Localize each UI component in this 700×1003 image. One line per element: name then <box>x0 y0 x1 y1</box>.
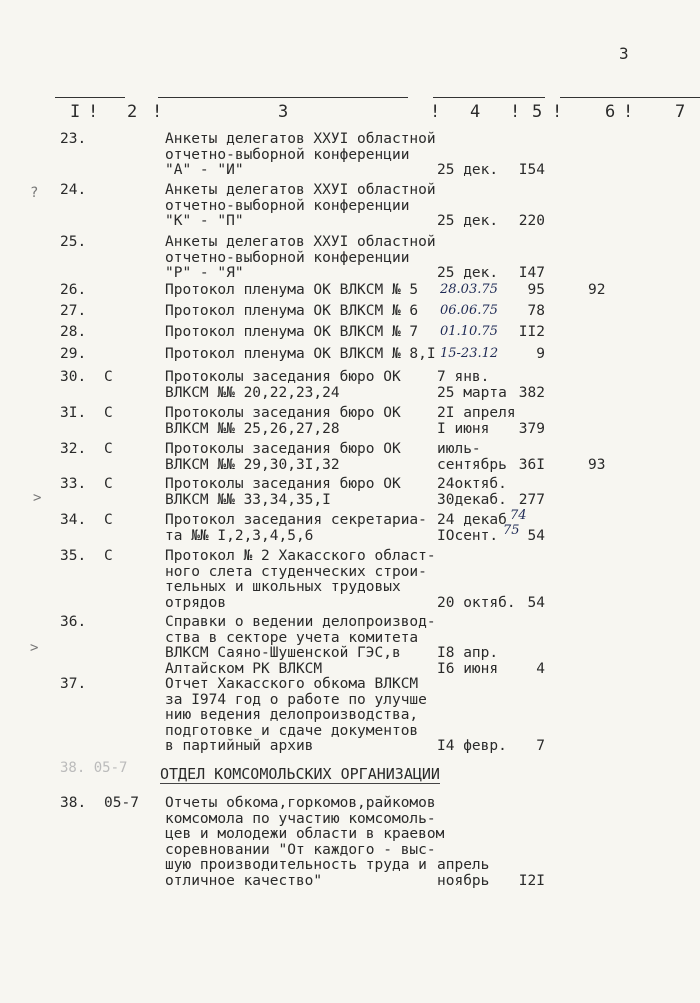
row-title: Протокол заседания секретариа- та №№ I,2,3,4,5,6 <box>165 512 427 544</box>
row-title: Отчет Хакасского обкома ВЛКСМ за I974 год о работе по улучше нию ведения делопроизводства, подготовке и сдаче документов в партийный архив <box>165 676 427 754</box>
row-date: I8 апр. I6 июня <box>437 645 499 677</box>
row-date: 24октяб. 30декаб. <box>437 476 507 508</box>
handwritten-date: 28.03.75 <box>440 282 498 297</box>
row-title: Справки о ведении делопроизвод- ства в секторе учета комитета ВЛКСМ Саяно-Шушенской ГЭС,в Алтайском РК ВЛКСМ <box>165 614 436 677</box>
row-number: 36. <box>60 614 87 630</box>
row-code: 05-7 <box>104 795 139 811</box>
row-col6: 93 <box>588 456 606 473</box>
row-title: Протоколы заседания бюро ОК ВЛКСМ №№ 20,22,23,24 <box>165 369 401 401</box>
row-sheets: I54 <box>518 162 545 178</box>
row-code: С <box>104 405 113 421</box>
row-title: Протокол пленума ОК ВЛКСМ № 6 <box>165 303 419 319</box>
row-sheets: 382 <box>518 384 545 401</box>
handwritten-date: 06.06.75 <box>440 303 498 318</box>
handwritten-date: 15-23.12 <box>440 346 499 361</box>
row-title: Протокол пленума ОК ВЛКСМ № 8,I <box>165 346 436 362</box>
row-date: 2I апреля I июня <box>437 405 516 437</box>
header-sep: ! <box>430 102 441 122</box>
header-cell: 6 <box>605 102 616 122</box>
row-number: 25. <box>60 234 87 250</box>
row-date: 24 декаб IОсент. <box>437 512 507 544</box>
row-number: 33. <box>60 476 87 492</box>
row-code: С <box>104 441 113 457</box>
row-date: июль- сентябрь <box>437 441 507 473</box>
row-number: 27. <box>60 303 87 319</box>
row-sheets: 54 <box>527 594 545 611</box>
row-title: Протоколы заседания бюро ОК ВЛКСМ №№ 29,30,3I,32 <box>165 441 401 473</box>
row-number: 26. <box>60 282 87 298</box>
header-cell: 7 <box>675 102 686 122</box>
row-sheets: II2 <box>518 324 545 340</box>
row-number: 32. <box>60 441 87 457</box>
row-title: Протоколы заседания бюро ОК ВЛКСМ №№ 25,26,27,28 <box>165 405 401 437</box>
page-number: 3 <box>619 44 629 63</box>
row-number: 24. <box>60 182 87 198</box>
row-date: 25 дек. <box>437 265 499 281</box>
row-code: С <box>104 369 113 385</box>
row-sheets: 95 <box>527 282 545 298</box>
margin-mark: > <box>30 640 39 656</box>
row-sheets: 379 <box>518 420 545 437</box>
header-cell: I <box>70 102 81 122</box>
row-code: С <box>104 512 113 528</box>
row-title: Отчеты обкома,горкомов,райкомов комсомола по участию комсомоль- цев и молодежи области в краевом соревновании "От каждого - выс- шую производительность труда и отличное качество" <box>165 795 445 889</box>
margin-mark: > <box>33 490 42 506</box>
row-number: 37. <box>60 676 87 692</box>
section-title: ОТДЕЛ КОМСОМОЛЬСКИХ ОРГАНИЗАЦИИ <box>160 765 440 783</box>
row-code: С <box>104 476 113 492</box>
row-date: апрель ноябрь <box>437 857 490 889</box>
header-sep: ! <box>152 102 163 122</box>
header-cell: 5 <box>532 102 543 122</box>
row-number: 34. <box>60 512 87 528</box>
row-number: 30. <box>60 369 87 385</box>
header-rule-1 <box>55 97 125 98</box>
row-date: 25 дек. <box>437 162 499 178</box>
row-sheets: 36I <box>518 456 545 473</box>
header-cell: 4 <box>470 102 481 122</box>
row-sheets: 54 <box>527 527 545 544</box>
row-title: Протокол № 2 Хакасского област- ного слета студенческих строи- тельных и школьных трудовых отрядов <box>165 548 436 611</box>
handwritten-date: 01.10.75 <box>440 324 498 339</box>
header-rule-2 <box>158 97 408 98</box>
row-date: 20 октяб. <box>437 594 516 611</box>
row-title: Анкеты делегатов ХХУI областной отчетно-выборной конференции "Р" - "Я" <box>165 234 436 281</box>
header-sep: ! <box>510 102 521 122</box>
row-number: 38. <box>60 795 87 811</box>
row-date: 7 янв. 25 марта <box>437 369 507 401</box>
row-title: Протоколы заседания бюро ОК ВЛКСМ №№ 33,34,35,I <box>165 476 401 508</box>
row-title: Протокол пленума ОК ВЛКСМ № 5 <box>165 282 419 298</box>
handwritten-note: 75 <box>503 523 520 538</box>
row-code: С <box>104 548 113 564</box>
row-number: 35. <box>60 548 87 564</box>
row-date: I4 февр. <box>437 738 507 754</box>
faint-offset-text: 38. 05-7 <box>60 760 128 776</box>
row-number: 23. <box>60 131 87 147</box>
column-header-row <box>0 102 700 124</box>
row-col6: 92 <box>588 282 606 298</box>
row-number: 3I. <box>60 405 87 421</box>
row-sheets: I47 <box>518 265 545 281</box>
row-title: Протокол пленума ОК ВЛКСМ № 7 <box>165 324 419 340</box>
row-sheets: 277 <box>518 491 545 508</box>
header-sep: ! <box>552 102 563 122</box>
header-cell: 3 <box>278 102 289 122</box>
row-sheets: 9 <box>536 346 545 362</box>
header-sep: ! <box>623 102 634 122</box>
row-date: 25 дек. <box>437 213 499 229</box>
header-rule-4 <box>560 97 700 98</box>
header-sep: ! <box>88 102 99 122</box>
row-number: 28. <box>60 324 87 340</box>
row-title: Анкеты делегатов ХХУI областной отчетно-выборной конференции "К" - "П" <box>165 182 436 229</box>
header-cell: 2 <box>127 102 138 122</box>
row-sheets: I2I <box>518 872 545 889</box>
header-rule-3 <box>433 97 545 98</box>
row-sheets: 4 <box>536 660 545 677</box>
row-sheets: 78 <box>527 303 545 319</box>
row-title: Анкеты делегатов ХХУI областной отчетно-выборной конференции "А" - "И" <box>165 131 436 178</box>
row-sheets: 7 <box>536 738 545 754</box>
handwritten-note: 74 <box>510 508 527 523</box>
row-sheets: 220 <box>518 213 545 229</box>
row-number: 29. <box>60 346 87 362</box>
margin-mark: ? <box>30 185 39 201</box>
